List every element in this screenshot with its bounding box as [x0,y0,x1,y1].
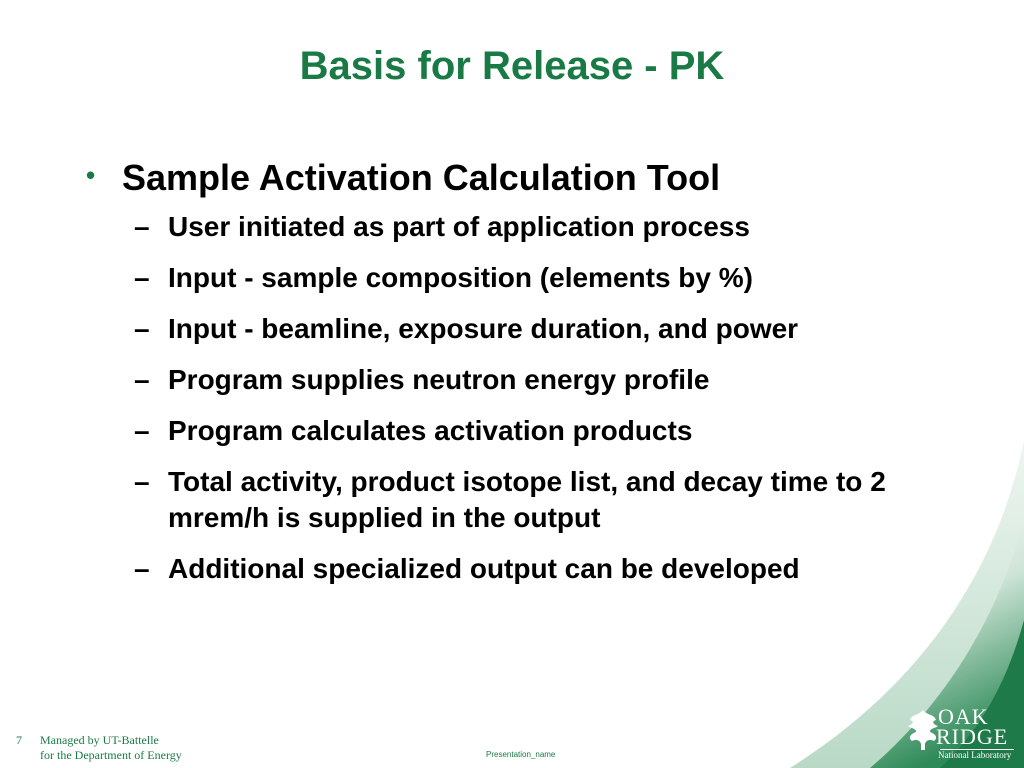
bullet-dot-icon: • [86,160,96,190]
managed-line-1: Managed by UT-Battelle [40,733,159,747]
sub-bullet-text: Input - sample composition (elements by %) [168,262,753,293]
sub-bullet [134,551,986,587]
sub-bullet [134,362,986,398]
sub-bullet-list [86,209,986,587]
main-bullet-text: Sample Activation Calculation Tool [122,157,721,198]
sub-bullet [134,464,986,536]
dash-icon: – [134,211,150,242]
dash-icon: – [134,364,150,395]
logo-text-oak: OAK [938,704,989,729]
dash-icon: – [134,313,150,344]
slide-content [86,154,986,602]
sub-bullet-text: User initiated as part of application process [168,211,750,242]
dash-icon: – [134,415,150,446]
sub-bullet-text: Program supplies neutron energy profile [168,364,710,395]
managed-line-2: for the Department of Energy [40,748,182,762]
dash-icon: – [134,553,150,584]
sub-bullet-text: Additional specialized output can be developed [168,553,800,584]
sub-bullet [134,209,986,245]
main-bullet [86,154,986,205]
sub-bullet-text: Program calculates activation products [168,415,693,446]
managed-by-text [40,733,182,763]
slide-number: 7 [16,733,22,747]
dash-icon: – [134,466,150,497]
dash-icon: – [134,262,150,293]
logo-text-national-laboratory: National Laboratory [938,750,1012,760]
ornl-logo [904,704,1016,762]
presentation-name: Presentation_name [486,750,556,759]
sub-bullet [134,260,986,296]
sub-bullet-text: Input - beamline, exposure duration, and power [168,313,799,344]
logo-text-ridge: RIDGE [936,724,1009,749]
slide-title: Basis for Release - PK [299,44,725,88]
sub-bullet-text: Total activity, product isotope list, and decay time to 2 mrem/h is supplied in the output [168,466,886,533]
sub-bullet [134,413,986,449]
sub-bullet [134,311,986,347]
